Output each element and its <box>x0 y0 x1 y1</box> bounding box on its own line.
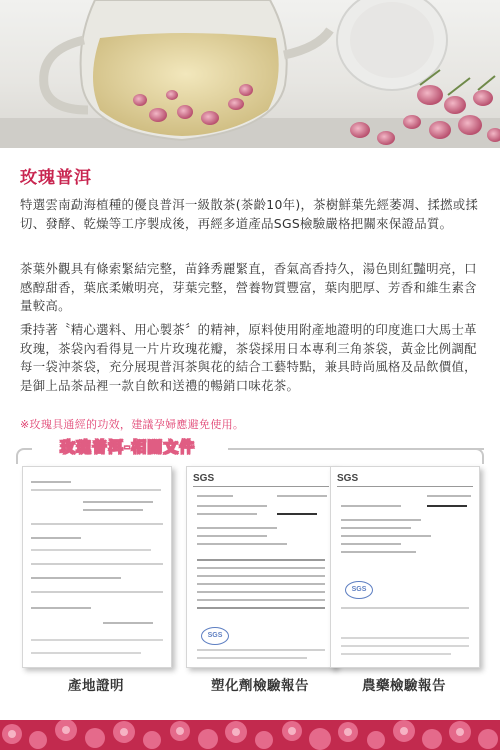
bracket-left-decoration <box>16 448 32 464</box>
doc-line <box>197 575 325 577</box>
doc-line <box>31 549 151 551</box>
doc-line <box>197 505 267 507</box>
bracket-right-decoration <box>468 448 484 464</box>
doc-line <box>341 543 401 545</box>
doc-line <box>197 543 287 545</box>
doc-line <box>31 537 81 539</box>
doc-line <box>83 501 153 503</box>
section-title: 玫瑰普洱-相關文件 <box>60 438 196 456</box>
description-paragraph-3: 秉持著〝精心選料、用心製茶〞的精神，原料使用附產地證明的印度進口大馬士革玫瑰，茶袋內看得見一片片玫瑰花瓣，茶袋採用日本專利三角茶袋，黃金比例調配每一袋沖茶袋，充分展現普洱茶與花的結合工藝特點，兼具時尚風格及品飲價值，是御上品茶品裡一款自飲和送禮的暢銷口味花茶。 <box>20 322 477 393</box>
doc-line <box>341 535 431 537</box>
sgs-stamp: SGS <box>201 627 229 645</box>
warning-note: ※玫瑰具通經的功效，建議孕婦應避免使用。 <box>20 418 245 431</box>
pesticide-report-thumbnail[interactable] <box>330 466 480 668</box>
page-title: 玫瑰普洱 <box>20 168 92 188</box>
doc-line <box>341 551 416 553</box>
pesticide-report-caption: 農藥檢驗報告 <box>362 678 446 694</box>
doc-line <box>197 535 267 537</box>
table-rule <box>197 607 325 609</box>
doc-line <box>197 583 325 585</box>
documents-gallery <box>0 466 500 666</box>
doc-line <box>341 527 411 529</box>
description-paragraph-1: 特選雲南勐海植種的優良普洱一級散茶(茶齡10年)，茶樹鮮葉先經萎凋、揉撚或揉切、發酵、乾燥等工序製成後，再經多道產品SGS檢驗嚴格把關來保證品質。 <box>20 197 479 231</box>
doc-line <box>341 519 421 521</box>
doc-line <box>197 567 325 569</box>
doc-line <box>31 523 163 525</box>
divider-line <box>228 448 484 450</box>
origin-certificate-thumbnail[interactable] <box>22 466 172 668</box>
sgs-stamp: SGS <box>345 581 373 599</box>
plasticizer-report-caption: 塑化劑檢驗報告 <box>211 678 309 694</box>
header-rule <box>193 486 329 487</box>
hero-photo <box>0 0 500 148</box>
doc-line <box>31 563 163 565</box>
doc-line <box>197 657 307 659</box>
doc-line <box>31 607 91 609</box>
origin-certificate-caption: 產地證明 <box>68 678 124 694</box>
barcode <box>277 513 317 515</box>
header-rule <box>337 486 473 487</box>
doc-line <box>277 495 327 497</box>
description-paragraph-2: 茶葉外觀具有條索緊結完整，苗鋒秀麗緊直，香氣高香持久，湯色則紅豔明亮，口感醇甜香，葉底柔嫩明亮，芽葉完整，營養物質豐富，葉肉肥厚、芳香和維生素含量較高。 <box>20 261 477 313</box>
doc-line <box>197 513 257 515</box>
doc-line <box>83 509 143 511</box>
doc-line <box>197 495 233 497</box>
doc-line <box>341 637 469 639</box>
doc-line <box>197 599 325 601</box>
footer-rose-banner <box>0 720 500 750</box>
doc-line <box>31 489 161 491</box>
doc-line <box>31 591 163 593</box>
doc-line <box>341 653 451 655</box>
teapot-illustration <box>0 0 500 148</box>
doc-line <box>31 481 71 483</box>
doc-line <box>341 607 469 609</box>
doc-line <box>197 649 325 651</box>
doc-line <box>197 527 277 529</box>
barcode <box>427 505 467 507</box>
table-rule <box>197 559 325 561</box>
doc-line <box>341 645 469 647</box>
rose-pattern <box>0 720 500 750</box>
doc-line <box>31 577 121 579</box>
sgs-logo: SGS <box>337 473 359 484</box>
doc-line <box>341 505 401 507</box>
doc-line <box>197 591 325 593</box>
sgs-logo: SGS <box>193 473 215 484</box>
doc-line <box>31 652 141 654</box>
doc-line <box>103 622 153 624</box>
related-documents-header <box>16 436 484 460</box>
doc-line <box>31 639 163 641</box>
doc-line <box>427 495 471 497</box>
plasticizer-report-thumbnail[interactable] <box>186 466 336 668</box>
